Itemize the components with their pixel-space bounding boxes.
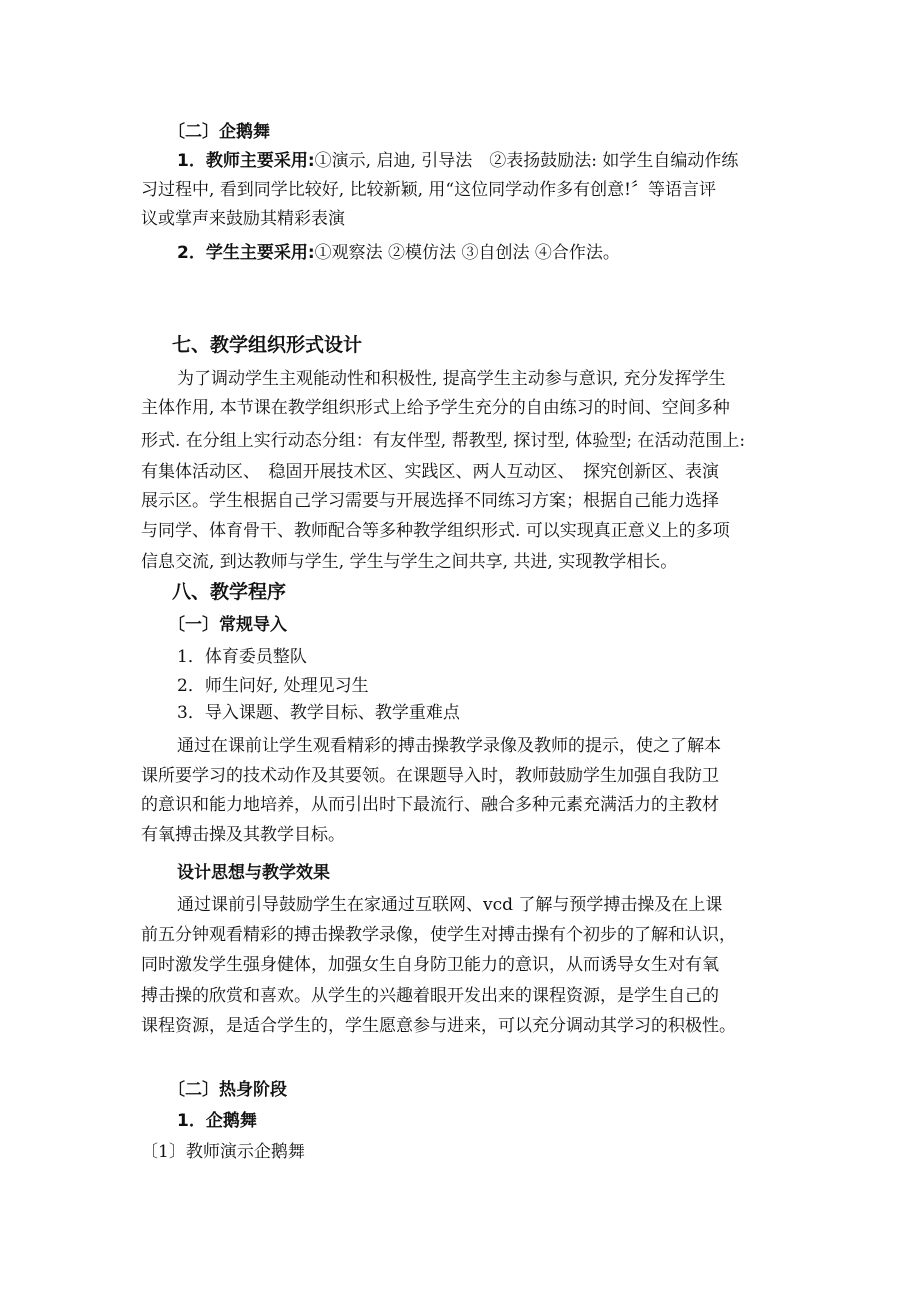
design-paragraph-line: 课程资源，是适合学生的，学生愿意参与进来，可以充分调动其学习的积极性。 <box>141 1016 736 1036</box>
intro-paragraph-line: 通过在课前让学生观看精彩的搏击操教学录像及教师的提示，使之了解本 <box>177 736 721 756</box>
section-heading-penguin: 〔二〕企鹅舞 <box>168 122 270 142</box>
design-paragraph-line: 前五分钟观看精彩的搏击操教学录像，使学生对搏击操有个初步的了解和认识， <box>141 925 736 945</box>
intro-paragraph-line: 课所要学习的技术动作及其要领。在课题导入时，教师鼓励学生加强自我防卫 <box>141 766 719 786</box>
section-7-paragraph-line: 与同学、体育骨干、教师配合等多种教学组织形式. 可以实现真正意义上的多项 <box>141 521 730 541</box>
routine-item: 2．师生问好, 处理见习生 <box>177 676 369 696</box>
teacher-methods-line-2: 习过程中, 看到同学比较好, 比较新颖, 用“这位同学动作多有创意!〞等语言评 <box>141 180 716 200</box>
routine-item: 3．导入课题、教学目标、教学重难点 <box>177 703 460 723</box>
design-paragraph-line: 通过课前引导鼓励学生在家通过互联网、vcd 了解与预学搏击操及在上课 <box>177 895 723 915</box>
student-methods-label: 2．学生主要采用: <box>177 243 315 263</box>
section-7-paragraph-line: 主体作用, 本节课在教学组织形式上给予学生充分的自由练习的时间、空间多种 <box>141 398 730 418</box>
section-7-paragraph-line: 展示区。学生根据自己学习需要与开展选择不同练习方案；根据自己能力选择 <box>141 491 719 511</box>
section-7-paragraph-line: 信息交流, 到达教师与学生, 学生与学生之间共享, 共进, 实现教学相长。 <box>141 552 678 572</box>
student-methods-text: ①观察法 ②模仿法 ③自创法 ④合作法。 <box>314 243 620 263</box>
routine-item: 1．体育委员整队 <box>177 647 307 667</box>
intro-paragraph-line: 的意识和能力地培养，从而引出时下最流行、融合多种元素充满活力的主教材 <box>141 795 719 815</box>
section-7-paragraph-line: 为了调动学生主观能动性和积极性, 提高学生主动参与意识, 充分发挥学生 <box>177 369 726 389</box>
design-paragraph-line: 同时激发学生强身健体，加强女生自身防卫能力的意识，从而诱导女生对有氧 <box>141 955 719 975</box>
teacher-methods-line-1 <box>177 150 738 172</box>
section-7-heading: 七、教学组织形式设计 <box>172 334 363 356</box>
subsection-routine-intro: 〔一〕常规导入 <box>168 615 287 635</box>
section-7-paragraph-line: 有集体活动区、 稳固开展技术区、实践区、两人互动区、 探究创新区、表演 <box>141 462 719 482</box>
warmup-subitem: 〔1〕教师演示企鹅舞 <box>141 1142 305 1162</box>
teacher-methods-line-3: 议或掌声来鼓励其精彩表演 <box>141 209 345 229</box>
student-methods-line <box>177 242 620 264</box>
design-heading: 设计思想与教学效果 <box>177 863 330 883</box>
section-8-heading: 八、教学程序 <box>172 581 287 603</box>
subsection-warmup: 〔二〕热身阶段 <box>168 1080 287 1100</box>
teacher-methods-label: 1．教师主要采用: <box>177 151 315 171</box>
intro-paragraph-line: 有氧搏击操及其教学目标。 <box>141 825 345 845</box>
teacher-methods-text: ①演示, 启迪, 引导法 ②表扬鼓励法: 如学生自编动作练 <box>314 151 739 171</box>
design-paragraph-line: 搏击操的欣赏和喜欢。从学生的兴趣着眼开发出来的课程资源，是学生自己的 <box>141 986 719 1006</box>
section-7-paragraph-line: 形式. 在分组上实行动态分组：有友伴型, 帮教型, 探讨型, 体验型; 在活动范围上: <box>141 431 746 451</box>
warmup-item-penguin: 1．企鹅舞 <box>177 1111 257 1131</box>
